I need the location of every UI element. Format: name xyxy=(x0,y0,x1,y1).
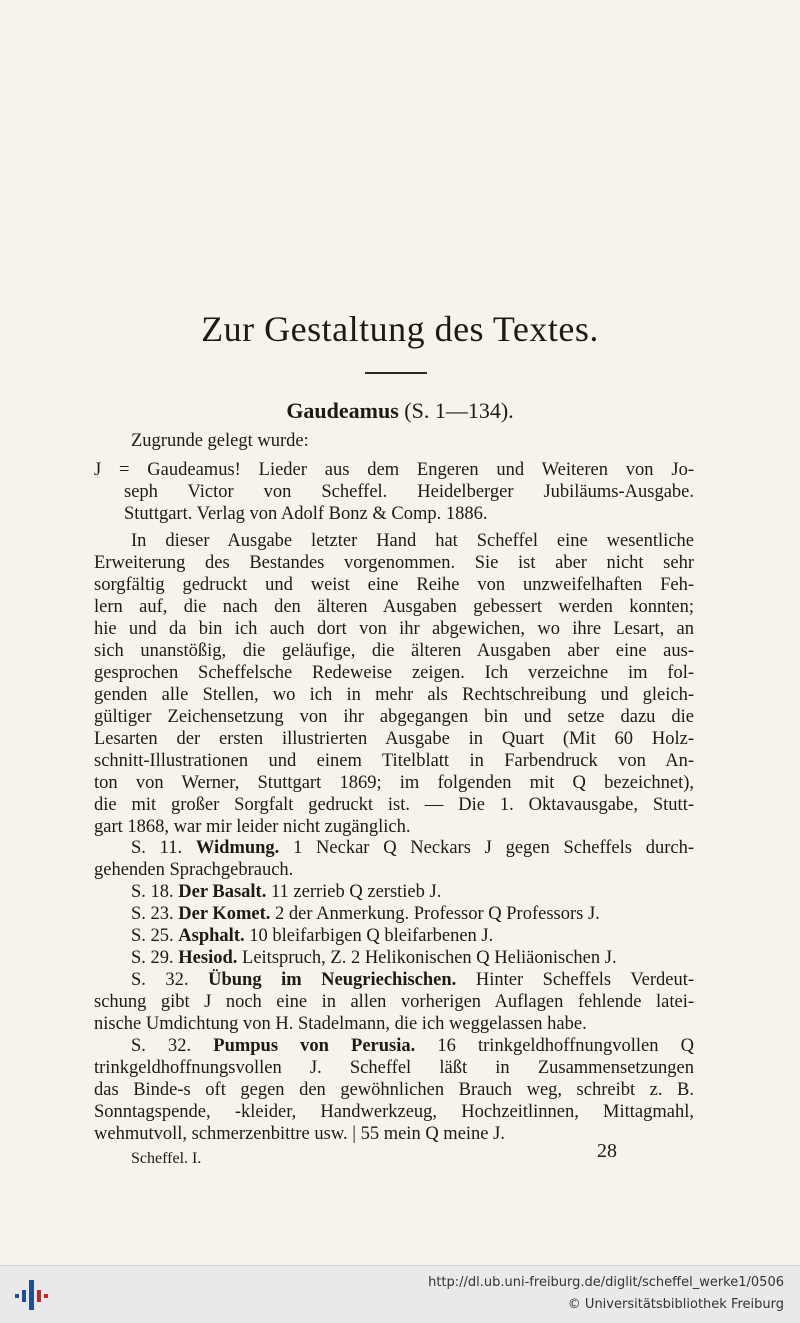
entry-ref: S. 23. xyxy=(131,904,174,924)
intro-text: Zugrunde gelegt wurde: xyxy=(131,431,309,451)
entry-text: Hinter Scheffels Verdeut- xyxy=(475,970,695,990)
entry-ref: S. 29. xyxy=(131,948,174,968)
entry-text: 1 Neckar Q Neckars J gegen Scheffels durch- xyxy=(293,838,695,858)
entry-text: 10 bleifarbigen Q bleifarbenen J. xyxy=(249,926,494,946)
entry-ref: S. 32. xyxy=(131,1036,192,1056)
entry-ref: S. 18. xyxy=(131,882,174,902)
entry-line xyxy=(131,837,694,859)
paragraph-line: gesprochen Scheffelsche Redeweise zeigen. Ich verzeichne im fol- xyxy=(94,663,694,683)
entry-line xyxy=(131,881,694,903)
paragraph-line: In dieser Ausgabe letzter Hand hat Scheffel eine wesentliche xyxy=(131,531,694,551)
entry-head: Widmung. xyxy=(195,838,280,858)
entry-line xyxy=(131,969,694,991)
paragraph-line: Erweiterung des Bestandes vorgenommen. Sie ist aber nicht sehr xyxy=(94,553,694,573)
entry-line xyxy=(131,947,694,969)
viewer-footer-bar xyxy=(0,1265,800,1323)
paragraph-line: gültiger Zeichensetzung von ihr abgegangen bin und setze dazu die xyxy=(94,707,694,727)
title-divider xyxy=(365,372,427,374)
copyright-notice: © Universitätsbibliothek Freiburg xyxy=(567,1297,784,1312)
entry-text: 2 der Anmerkung. Professor Q Professors J. xyxy=(275,904,600,924)
paragraph-line: hie und da bin ich auch dort von ihr abgewichen, wo ihre Lesart, an xyxy=(94,619,694,639)
entry-head: Asphalt. xyxy=(178,926,245,946)
siglum-line: Stuttgart. Verlag von Adolf Bonz & Comp. 1886. xyxy=(124,504,488,524)
entry-head: Pumpus von Perusia. xyxy=(213,1036,416,1056)
entry-ref: S. 11. xyxy=(131,838,183,858)
entry-continuation: trinkgeldhoffnungsvollen J. Scheffel läßt in Zusammensetzungen xyxy=(94,1058,694,1078)
siglum-line: J = Gaudeamus! Lieder aus dem Engeren und Weiteren von Jo- xyxy=(94,460,694,480)
paragraph-line: genden alle Stellen, wo ich in mehr als Rechtschreibung und gleich- xyxy=(94,685,694,705)
section-range: (S. 1—134). xyxy=(404,398,514,423)
entry-ref: S. 32. xyxy=(131,970,189,990)
signature-mark: Scheffel. I. xyxy=(131,1150,202,1167)
entry-head: Übung im Neugriechischen. xyxy=(208,970,457,990)
source-url[interactable]: http://dl.ub.uni-freiburg.de/diglit/scheffel_werke1/0506 xyxy=(428,1275,784,1290)
paragraph-line: gart 1868, war mir leider nicht zugänglich. xyxy=(94,817,411,837)
paragraph-line: ton von Werner, Stuttgart 1869; im folgenden mit Q bezeichnet), xyxy=(94,773,694,793)
entry-ref: S. 25. xyxy=(131,926,174,946)
entry-text: 11 zerrieb Q zerstieb J. xyxy=(270,882,442,902)
section-heading xyxy=(0,398,800,424)
paragraph-line: die mit großer Sorgfalt gedruckt ist. — Die 1. Oktavausgabe, Stutt- xyxy=(94,795,694,815)
entry-text: 16 trinkgeldhoffnungvollen Q xyxy=(437,1036,694,1056)
entry-line xyxy=(131,925,694,947)
entry-head: Der Komet. xyxy=(178,904,271,924)
entry-continuation: Sonntagspende, -kleider, Handwerkzeug, Hochzeitlinnen, Mittagmahl, xyxy=(94,1102,694,1122)
paragraph-line: schnitt-Illustrationen und einem Titelblatt in Farbendruck von An- xyxy=(94,751,694,771)
entry-continuation: nische Umdichtung von H. Stadelmann, die ich weggelassen habe. xyxy=(94,1014,587,1034)
entry-head: Hesiod. xyxy=(178,948,238,968)
paragraph-line: Lesarten der ersten illustrierten Ausgabe in Quart (Mit 60 Holz- xyxy=(94,729,694,749)
paragraph-line: lern auf, die nach den älteren Ausgaben gebessert werden konnten; xyxy=(94,597,694,617)
entry-line xyxy=(131,1035,694,1057)
section-name: Gaudeamus xyxy=(286,398,399,423)
page-title: Zur Gestaltung des Textes. xyxy=(201,309,599,349)
library-logo-icon xyxy=(12,1276,52,1314)
page-number: 28 xyxy=(597,1140,617,1162)
entry-head: Der Basalt. xyxy=(178,882,267,902)
entry-continuation: schung gibt J noch eine in allen vorherigen Auflagen fehlende latei- xyxy=(94,992,694,1012)
siglum-line: seph Victor von Scheffel. Heidelberger Jubiläums-Ausgabe. xyxy=(124,482,694,502)
entry-line xyxy=(131,903,694,925)
paragraph-line: sorgfältig gedruckt und weist eine Reihe von unzweifelhaften Feh- xyxy=(94,575,694,595)
paragraph-line: sich unanstößig, die geläufige, die älteren Ausgaben aber eine aus- xyxy=(94,641,694,661)
entry-continuation: wehmutvoll, schmerzenbittre usw. | 55 mein Q meine J. xyxy=(94,1124,505,1144)
entry-text: Leitspruch, Z. 2 Helikonischen Q Heliäonischen J. xyxy=(242,948,617,968)
entry-continuation: gehenden Sprachgebrauch. xyxy=(94,860,294,880)
entry-continuation: das Binde-s oft gegen den gewöhnlichen Brauch weg, schreibt z. B. xyxy=(94,1080,694,1100)
